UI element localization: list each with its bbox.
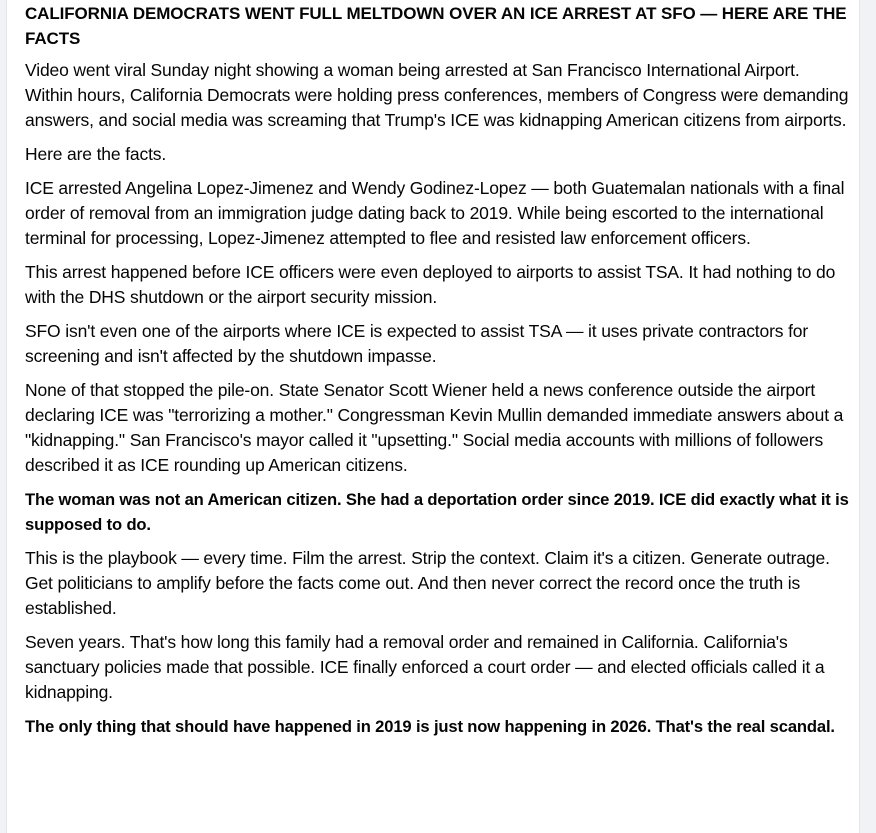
paragraph-arrest-details: ICE arrested Angelina Lopez-Jimenez and Wendy Godinez-Lopez — both Guatemalan nationals with a final order of removal from an immigration judge dating back to 2019. While being escorted to the international terminal for processing, Lopez-Jimenez attempted to flee and resisted law enforcement officers. [25,178,845,248]
paragraph-real-scandal: The only thing that should have happened in 2019 is just now happening in 2026. That's the real scandal. [25,717,835,736]
paragraph-seven-years: Seven years. That's how long this family had a removal order and remained in California. California's sanctuary policies made that possible. ICE finally enforced a court order — and elected officials called it a kidnapping. [25,632,825,702]
post-headline: CALIFORNIA DEMOCRATS WENT FULL MELTDOWN OVER AN ICE ARREST AT SFO — HERE ARE THE FACTS [25,4,847,48]
post-content [25,0,851,748]
paragraph-intro: Video went viral Sunday night showing a woman being arrested at San Francisco International Airport. Within hours, California Democrats were holding press conferences, members of Congress were demanding answers, and social media was screaming that Trump's ICE was kidnapping American citizens from airports. [25,60,849,130]
paragraph-playbook: This is the playbook — every time. Film the arrest. Strip the context. Claim it's a citizen. Generate outrage. Get politicians to amplify before the facts come out. And then never correct the record once the truth is established. [25,548,830,618]
paragraph-sfo-context: SFO isn't even one of the airports where ICE is expected to assist TSA — it uses private contractors for screening and isn't affected by the shutdown impasse. [25,321,809,366]
paragraph-facts-lead: Here are the facts. [25,144,167,164]
paragraph-timing: This arrest happened before ICE officers were even deployed to airports to assist TSA. It had nothing to do with the DHS shutdown or the airport security mission. [25,262,836,307]
paragraph-pile-on: None of that stopped the pile-on. State Senator Scott Wiener held a news conference outside the airport declaring ICE was "terrorizing a mother." Congressman Kevin Mullin demanded immediate answers about a "kidnapping." San Francisco's mayor called it "upsetting." Social media accounts with millions of followers described it as ICE rounding up American citizens. [25,380,844,475]
post-card [6,0,860,833]
paragraph-not-citizen: The woman was not an American citizen. She had a deportation order since 2019. ICE did exactly what it is supposed to do. [25,490,849,534]
